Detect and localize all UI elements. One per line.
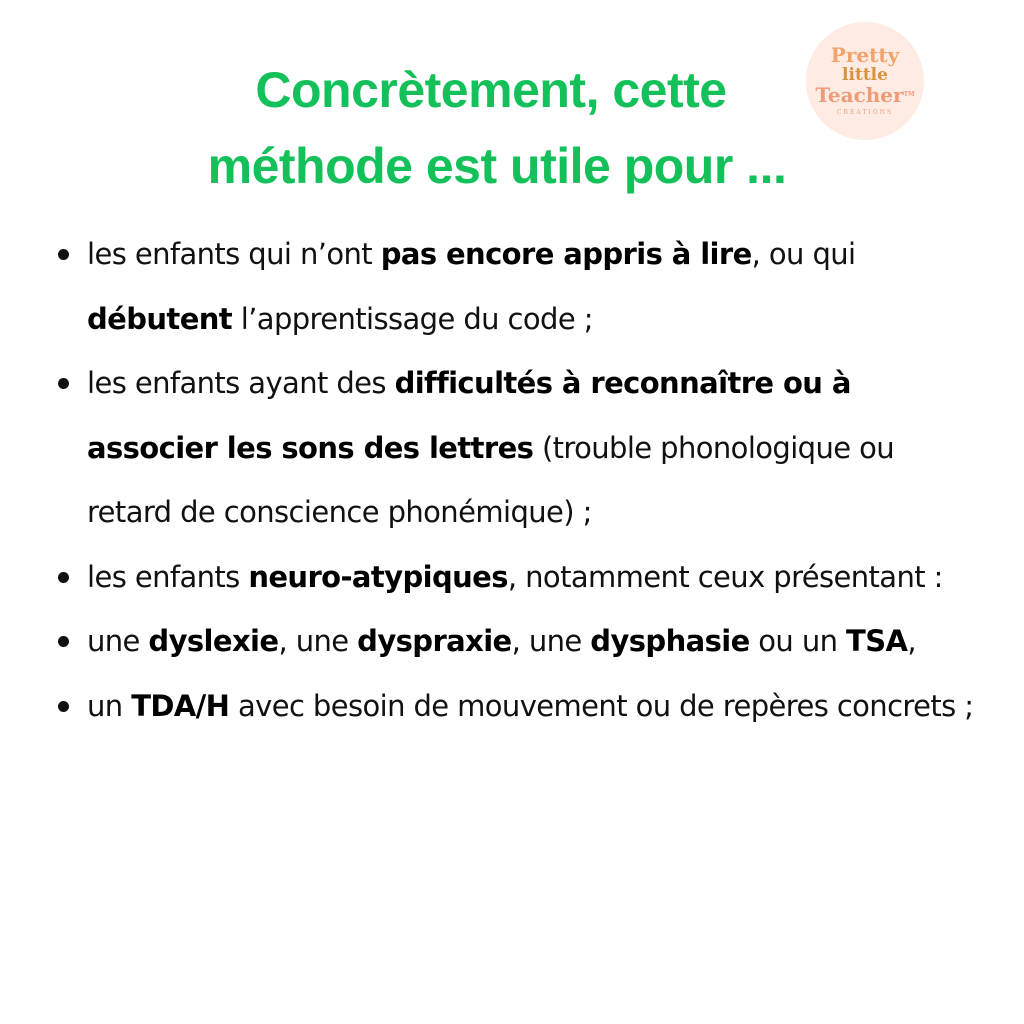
list-item: les enfants qui n’ont pas encore appris à lire, ou qui débutent l’apprentissage du code ; <box>56 222 986 351</box>
list-item: les enfants ayant des difficultés à reconnaître ou à associer les sons des lettres (trouble phonologique ou retard de conscience phonémique) ; <box>56 351 986 545</box>
benefit-list <box>56 222 986 738</box>
logo-word-teacher: Teacher™ <box>815 83 915 107</box>
logo-word-little: little <box>842 65 888 85</box>
logo-word-pretty: Pretty <box>830 43 900 67</box>
brand-logo <box>806 22 924 140</box>
list-item: les enfants neuro-atypiques, notamment ceux présentant : <box>56 545 986 610</box>
title-line-2: méthode est utile pour ... <box>207 138 787 194</box>
list-item: une dyslexie, une dyspraxie, une dysphasie ou un TSA, <box>56 609 986 674</box>
list-item: un TDA/H avec besoin de mouvement ou de repères concrets ; <box>56 674 986 739</box>
logo-word-creations: CREATIONS <box>836 109 894 116</box>
title-line-1: Concrètement, cette <box>255 62 727 118</box>
